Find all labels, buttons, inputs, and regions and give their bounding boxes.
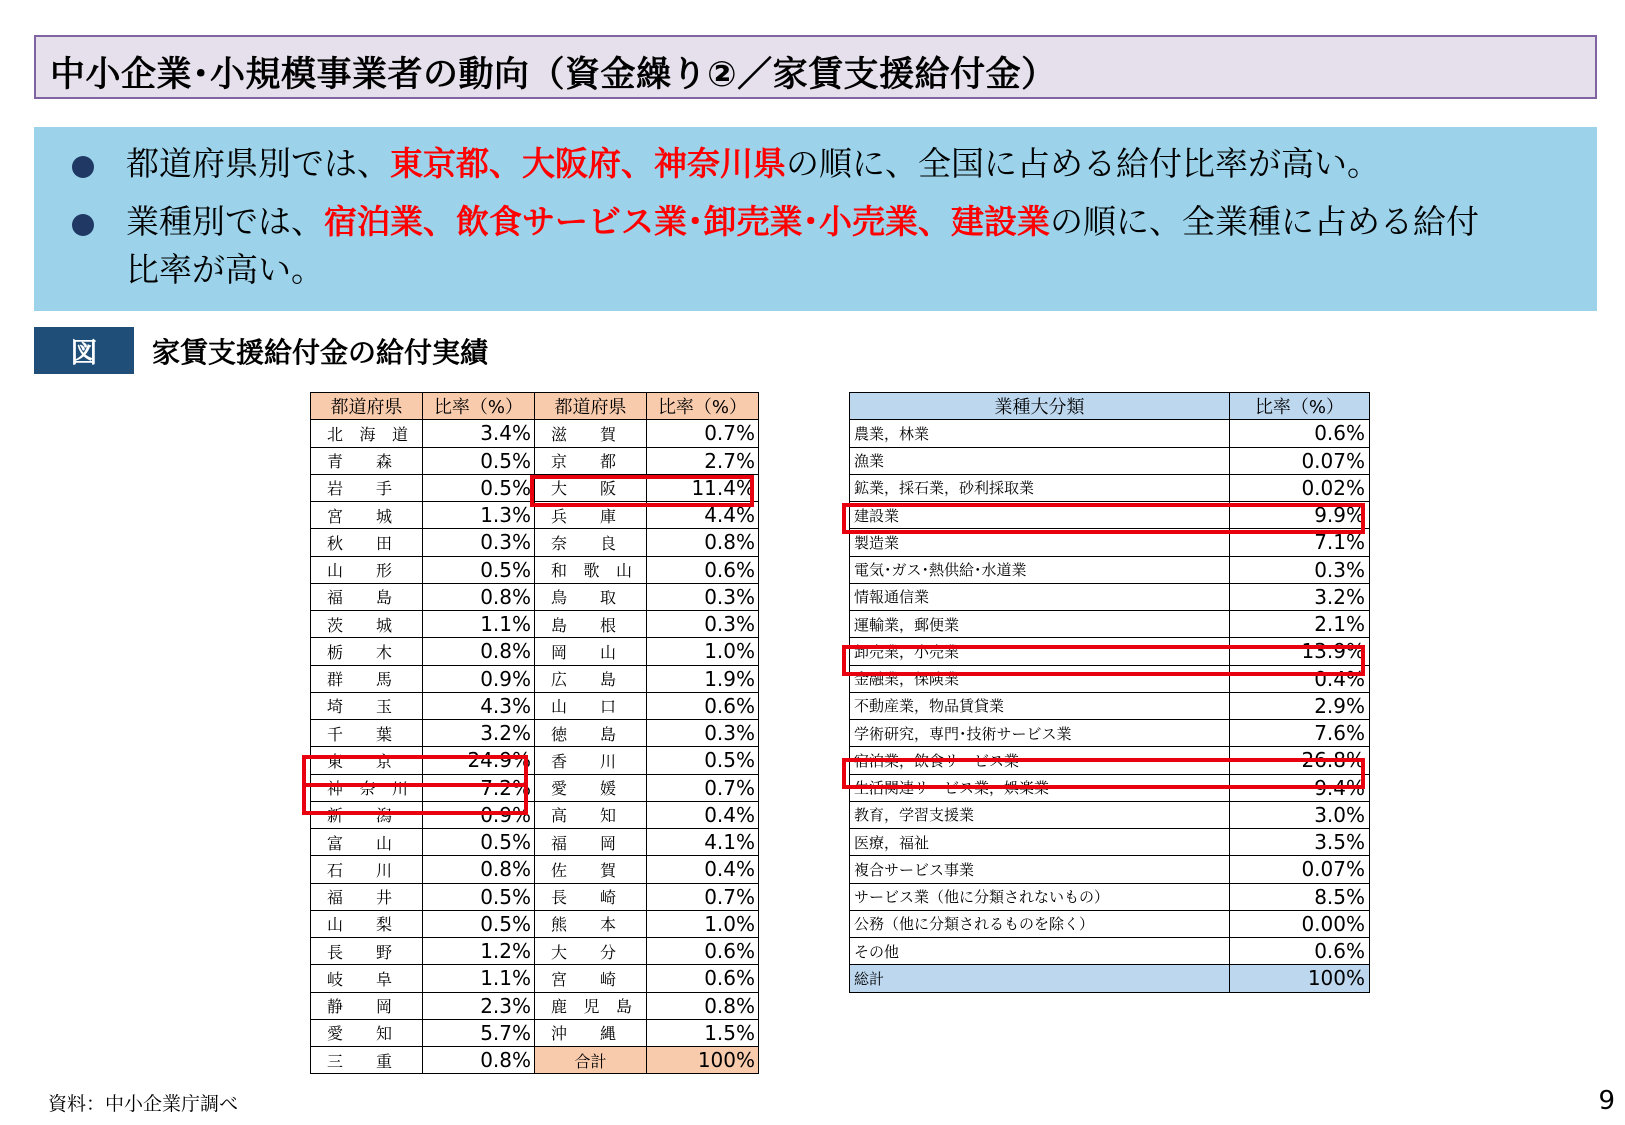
ratio-cell: 7.6% — [1230, 720, 1370, 747]
ratio-cell: 0.8% — [423, 638, 535, 665]
table-row — [311, 692, 759, 719]
ratio-cell: 1.3% — [423, 502, 535, 529]
prefecture-name: 北 海 道 — [327, 424, 408, 444]
table-row — [850, 692, 1370, 719]
prefecture-name-cell — [311, 720, 423, 747]
bullet-2-line-1 — [126, 197, 1479, 247]
table-row — [850, 447, 1370, 474]
ratio-cell: 0.3% — [1230, 556, 1370, 583]
ratio-cell: 1.9% — [647, 665, 759, 692]
ratio-cell: 0.5% — [423, 447, 535, 474]
ratio-cell: 0.8% — [647, 992, 759, 1019]
ratio-cell: 2.1% — [1230, 611, 1370, 638]
prefecture-name: 沖 縄 — [551, 1024, 616, 1044]
prefecture-name: 千 葉 — [327, 724, 392, 744]
prefecture-name-cell — [535, 883, 647, 910]
prefecture-name: 鹿 児 島 — [551, 997, 632, 1017]
bullet-2-line-2 — [126, 245, 324, 295]
table-row — [311, 856, 759, 883]
prefecture-name: 徳 島 — [551, 724, 616, 744]
ratio-cell: 0.6% — [647, 938, 759, 965]
column-header: 業種大分類 — [850, 393, 1230, 420]
industry-name-cell: 教育，学習支援業 — [850, 801, 1230, 828]
prefecture-name-cell — [311, 665, 423, 692]
prefecture-name-cell — [311, 910, 423, 937]
ratio-cell: 0.3% — [423, 529, 535, 556]
ratio-cell: 0.6% — [647, 965, 759, 992]
prefecture-name: 島 根 — [551, 615, 616, 635]
prefecture-name: 茨 城 — [327, 615, 392, 635]
prefecture-name-cell — [535, 747, 647, 774]
prefecture-name: 山 口 — [551, 697, 616, 717]
ratio-cell: 0.9% — [423, 665, 535, 692]
table-row — [311, 420, 759, 447]
prefecture-name-cell — [311, 529, 423, 556]
ratio-cell: 26.8% — [1230, 747, 1370, 774]
prefecture-name: 岡 山 — [551, 642, 616, 662]
prefecture-name: 宮 崎 — [551, 969, 616, 989]
ratio-cell: 5.7% — [423, 1019, 535, 1046]
ratio-cell: 3.5% — [1230, 829, 1370, 856]
ratio-cell: 0.02% — [1230, 474, 1370, 501]
industry-name-cell: 総計 — [850, 965, 1230, 992]
table-row — [850, 856, 1370, 883]
prefecture-name: 愛 媛 — [551, 779, 616, 799]
industry-table — [849, 392, 1370, 993]
table-row — [850, 965, 1370, 992]
table-row — [850, 611, 1370, 638]
bullet-dot-icon — [72, 156, 94, 178]
table-row — [311, 447, 759, 474]
ratio-cell: 0.07% — [1230, 447, 1370, 474]
prefecture-name: 大 阪 — [551, 479, 616, 499]
prefecture-name-cell — [535, 1019, 647, 1046]
industry-name-cell: 運輸業，郵便業 — [850, 611, 1230, 638]
prefecture-name-cell — [311, 556, 423, 583]
prefecture-name-cell — [311, 692, 423, 719]
bullet-text: 都道府県別では、 — [126, 144, 390, 183]
table-row — [850, 801, 1370, 828]
ratio-cell: 4.1% — [647, 829, 759, 856]
ratio-cell: 7.1% — [1230, 529, 1370, 556]
prefecture-name: 長 野 — [327, 942, 392, 962]
ratio-cell: 0.4% — [647, 801, 759, 828]
column-header: 比率（%） — [423, 393, 535, 420]
table-row — [850, 474, 1370, 501]
prefecture-name-cell — [535, 420, 647, 447]
prefecture-name: 山 形 — [327, 561, 392, 581]
title-box — [34, 35, 1597, 99]
prefecture-name-cell — [311, 474, 423, 501]
prefecture-name-cell — [311, 420, 423, 447]
ratio-cell: 1.5% — [647, 1019, 759, 1046]
table-row — [311, 938, 759, 965]
ratio-cell: 0.4% — [647, 856, 759, 883]
prefecture-name: 山 梨 — [327, 915, 392, 935]
prefecture-name-cell — [311, 638, 423, 665]
industry-name-cell: 不動産業，物品賃貸業 — [850, 692, 1230, 719]
prefecture-name: 佐 賀 — [551, 860, 616, 880]
column-header: 比率（%） — [1230, 393, 1370, 420]
industry-name-cell: 製造業 — [850, 529, 1230, 556]
prefecture-name-cell — [535, 447, 647, 474]
bullet-highlight-text: 東京都、大阪府、神奈川県 — [390, 144, 786, 183]
table-row — [311, 829, 759, 856]
table-row — [311, 611, 759, 638]
industry-name-cell: 宿泊業，飲食サービス業 — [850, 747, 1230, 774]
prefecture-name: 広 島 — [551, 670, 616, 690]
ratio-cell: 2.3% — [423, 992, 535, 1019]
prefecture-name: 三 重 — [327, 1051, 392, 1071]
prefecture-name-cell — [535, 638, 647, 665]
ratio-cell: 3.0% — [1230, 801, 1370, 828]
table-row — [311, 583, 759, 610]
prefecture-name-cell — [535, 529, 647, 556]
industry-name-cell: 生活関連サービス業，娯楽業 — [850, 774, 1230, 801]
industry-name-cell: 公務（他に分類されるものを除く） — [850, 910, 1230, 937]
source-note: 資料：中小企業庁調べ — [48, 1093, 239, 1115]
table-row — [311, 665, 759, 692]
ratio-cell: 9.4% — [1230, 774, 1370, 801]
prefecture-name-cell — [535, 829, 647, 856]
prefecture-name-cell — [311, 1047, 423, 1074]
prefecture-name: 埼 玉 — [327, 697, 392, 717]
prefecture-name-cell — [311, 611, 423, 638]
prefecture-name-cell — [535, 665, 647, 692]
prefecture-name: 群 馬 — [327, 670, 392, 690]
ratio-cell: 1.0% — [647, 910, 759, 937]
column-header: 都道府県 — [535, 393, 647, 420]
prefecture-name: 奈 良 — [551, 533, 616, 553]
ratio-cell: 100% — [1230, 965, 1370, 992]
ratio-cell: 1.2% — [423, 938, 535, 965]
prefecture-name-cell — [311, 829, 423, 856]
ratio-cell: 0.9% — [423, 801, 535, 828]
ratio-cell: 0.5% — [423, 910, 535, 937]
prefecture-name: 京 都 — [551, 452, 616, 472]
ratio-cell: 0.8% — [423, 856, 535, 883]
industry-name-cell: 漁業 — [850, 447, 1230, 474]
table-row — [311, 965, 759, 992]
table-row — [850, 883, 1370, 910]
highlight-box-construction — [842, 503, 1365, 534]
ratio-cell: 3.2% — [423, 720, 535, 747]
table-header-row — [311, 393, 759, 420]
ratio-cell: 0.07% — [1230, 856, 1370, 883]
page-number: 9 — [1598, 1086, 1615, 1116]
table-row — [850, 556, 1370, 583]
prefecture-name-cell — [535, 774, 647, 801]
ratio-cell: 0.7% — [647, 420, 759, 447]
ratio-cell: 3.4% — [423, 420, 535, 447]
ratio-cell: 0.8% — [647, 529, 759, 556]
ratio-cell: 11.4% — [647, 474, 759, 501]
bullet-dot-icon — [72, 214, 94, 236]
prefecture-name: 静 岡 — [327, 997, 392, 1017]
ratio-cell: 0.7% — [647, 774, 759, 801]
prefecture-name: 東 京 — [327, 751, 392, 771]
industry-name-cell: 卸売業，小売業 — [850, 638, 1230, 665]
prefecture-name-cell — [311, 856, 423, 883]
highlight-box-wholesale-retail — [842, 645, 1365, 676]
prefecture-name: 熊 本 — [551, 915, 616, 935]
ratio-cell: 2.9% — [1230, 692, 1370, 719]
prefecture-name-cell — [535, 856, 647, 883]
ratio-cell: 0.8% — [423, 583, 535, 610]
ratio-cell: 3.2% — [1230, 583, 1370, 610]
prefecture-name: 青 森 — [327, 452, 392, 472]
ratio-cell: 9.9% — [1230, 502, 1370, 529]
prefecture-name: 香 川 — [551, 751, 616, 771]
ratio-cell: 0.5% — [423, 883, 535, 910]
prefecture-name-cell — [311, 1019, 423, 1046]
prefecture-name: 秋 田 — [327, 533, 392, 553]
prefecture-name-cell — [535, 965, 647, 992]
ratio-cell: 24.9% — [423, 747, 535, 774]
ratio-cell: 7.2% — [423, 774, 535, 801]
highlight-box-accommodation-food — [842, 758, 1365, 789]
prefecture-name-cell — [535, 583, 647, 610]
ratio-cell: 4.4% — [647, 502, 759, 529]
prefecture-name-cell — [535, 692, 647, 719]
table-row — [311, 883, 759, 910]
table-row — [311, 910, 759, 937]
industry-name-cell: 電気･ガス･熱供給･水道業 — [850, 556, 1230, 583]
table-row — [850, 938, 1370, 965]
prefecture-name-cell — [535, 720, 647, 747]
table-row — [850, 720, 1370, 747]
industry-name-cell: 鉱業，採石業，砂利採取業 — [850, 474, 1230, 501]
prefecture-name: 長 崎 — [551, 888, 616, 908]
prefecture-name-cell — [535, 556, 647, 583]
prefecture-name-cell — [535, 992, 647, 1019]
ratio-cell: 0.6% — [1230, 420, 1370, 447]
ratio-cell: 0.3% — [647, 611, 759, 638]
prefecture-name-cell — [535, 938, 647, 965]
ratio-cell: 0.6% — [647, 692, 759, 719]
prefecture-name-cell — [311, 583, 423, 610]
prefecture-name: 滋 賀 — [551, 424, 616, 444]
prefecture-name: 富 山 — [327, 833, 392, 853]
prefecture-name-cell — [535, 910, 647, 937]
prefecture-name: 神 奈 川 — [327, 779, 408, 799]
ratio-cell: 0.5% — [647, 747, 759, 774]
ratio-cell: 8.5% — [1230, 883, 1370, 910]
bullet-text: の順に、全業種に占める給付 — [1050, 202, 1479, 241]
ratio-cell: 0.8% — [423, 1047, 535, 1074]
prefecture-name-cell — [311, 883, 423, 910]
prefecture-name-cell — [535, 801, 647, 828]
table-row — [850, 583, 1370, 610]
ratio-cell: 0.3% — [647, 583, 759, 610]
prefecture-name: 鳥 取 — [551, 588, 616, 608]
industry-name-cell: その他 — [850, 938, 1230, 965]
ratio-cell: 2.7% — [647, 447, 759, 474]
prefecture-name: 福 島 — [327, 588, 392, 608]
ratio-cell: 0.3% — [647, 720, 759, 747]
prefecture-name: 高 知 — [551, 806, 616, 826]
ratio-cell: 1.1% — [423, 965, 535, 992]
prefecture-name: 栃 木 — [327, 642, 392, 662]
table-row — [311, 992, 759, 1019]
figure-label: 図 — [34, 327, 134, 374]
ratio-cell: 0.6% — [647, 556, 759, 583]
table-row — [311, 529, 759, 556]
industry-name-cell: 農業，林業 — [850, 420, 1230, 447]
industry-name-cell: サービス業（他に分類されないもの） — [850, 883, 1230, 910]
column-header: 比率（%） — [647, 393, 759, 420]
prefecture-name: 岐 阜 — [327, 969, 392, 989]
column-header: 都道府県 — [311, 393, 423, 420]
figure-title: 家賃支援給付金の給付実績 — [152, 336, 489, 369]
prefecture-name: 和 歌 山 — [551, 561, 632, 581]
prefecture-name-cell — [535, 611, 647, 638]
table-row — [311, 1047, 759, 1074]
ratio-cell: 4.3% — [423, 692, 535, 719]
ratio-cell: 0.7% — [647, 883, 759, 910]
prefecture-name-cell — [311, 447, 423, 474]
ratio-cell: 1.0% — [647, 638, 759, 665]
table-row — [311, 720, 759, 747]
ratio-cell: 0.5% — [423, 474, 535, 501]
table-row — [311, 1019, 759, 1046]
prefecture-name: 石 川 — [327, 860, 392, 880]
prefecture-name: 合計 — [574, 1051, 607, 1071]
table-row — [311, 556, 759, 583]
prefecture-name: 福 井 — [327, 888, 392, 908]
page-title: 中小企業･小規模事業者の動向（資金繰り②／家賃支援給付金） — [50, 55, 1057, 95]
prefecture-name: 新 潟 — [327, 806, 392, 826]
summary-box — [34, 127, 1597, 311]
bullet-text: の順に、全国に占める給付比率が高い。 — [786, 144, 1380, 183]
ratio-cell: 0.5% — [423, 556, 535, 583]
industry-name-cell: 建設業 — [850, 502, 1230, 529]
prefecture-name: 宮 城 — [327, 506, 392, 526]
industry-name-cell: 医療，福祉 — [850, 829, 1230, 856]
ratio-cell: 100% — [647, 1047, 759, 1074]
bullet-1-line-1 — [126, 139, 1380, 189]
industry-name-cell: 情報通信業 — [850, 583, 1230, 610]
ratio-cell: 13.9% — [1230, 638, 1370, 665]
industry-name-cell: 金融業，保険業 — [850, 665, 1230, 692]
table-row — [850, 420, 1370, 447]
table-row — [850, 910, 1370, 937]
total-label-cell — [535, 1047, 647, 1074]
bullet-text: 比率が高い。 — [126, 250, 324, 289]
table-row — [850, 829, 1370, 856]
prefecture-name-cell — [311, 965, 423, 992]
table-header-row — [850, 393, 1370, 420]
highlight-box-kanagawa — [302, 783, 528, 815]
ratio-cell: 0.4% — [1230, 665, 1370, 692]
bullet-highlight-text: 宿泊業、飲食サービス業･卸売業･小売業、建設業 — [324, 202, 1050, 241]
prefecture-name: 愛 知 — [327, 1024, 392, 1044]
prefecture-name: 岩 手 — [327, 479, 392, 499]
prefecture-name-cell — [311, 502, 423, 529]
industry-name-cell: 複合サービス事業 — [850, 856, 1230, 883]
prefecture-name: 大 分 — [551, 942, 616, 962]
industry-name-cell: 学術研究，専門･技術サービス業 — [850, 720, 1230, 747]
prefecture-name: 兵 庫 — [551, 506, 616, 526]
ratio-cell: 0.6% — [1230, 938, 1370, 965]
ratio-cell: 0.00% — [1230, 910, 1370, 937]
bullet-text: 業種別では、 — [126, 202, 324, 241]
ratio-cell: 0.5% — [423, 829, 535, 856]
prefecture-name: 福 岡 — [551, 833, 616, 853]
ratio-cell: 1.1% — [423, 611, 535, 638]
table-row — [311, 638, 759, 665]
prefecture-name-cell — [311, 992, 423, 1019]
prefecture-name-cell — [311, 938, 423, 965]
highlight-box-osaka — [530, 475, 754, 507]
